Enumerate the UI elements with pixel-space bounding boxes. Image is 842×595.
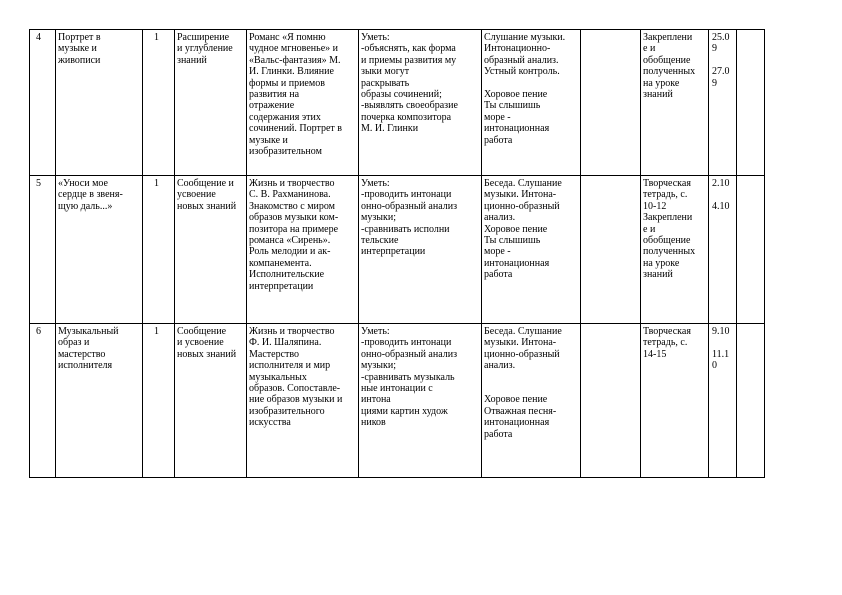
requirements: Уметь: -проводить интонаци онно-образный анализ музыки; -сравнивать музыкаль ные интонации с интона циями картин худож ников — [359, 324, 482, 478]
lesson-number: 5 — [30, 176, 56, 324]
lesson-type: Расширение и углубление знаний — [175, 30, 247, 176]
lesson-type: Сообщение и усвоение новых знаний — [175, 176, 247, 324]
hours-count: 1 — [143, 176, 175, 324]
blank-cell — [737, 176, 765, 324]
lesson-topic: «Уноси мое сердце в звеня- щую даль...» — [56, 176, 143, 324]
lesson-content: Жизнь и творчество С. В. Рахманинова. Знакомство с миром образов музыки ком- позитора на примере романса «Сирень». Роль мелодии и ак- компанемента. Исполнительские интерпретации — [247, 176, 359, 324]
extra-cell — [581, 30, 641, 176]
lesson-plan-table — [29, 29, 765, 478]
activities: Беседа. Слушание музыки. Интона- ционно-образный анализ. Хоровое пение Отважная песня- интонационная работа — [482, 324, 581, 478]
homework: Творческая тетрадь, с. 14-15 — [641, 324, 709, 478]
blank-cell — [737, 30, 765, 176]
requirements: Уметь: -объяснять, как форма и приемы развития му зыки могут раскрывать образы сочинений; -выявлять своеобразие почерка композитора М. И. Глинки — [359, 30, 482, 176]
hours-count: 1 — [143, 324, 175, 478]
lesson-content: Романс «Я помню чудное мгновенье» и «Вальс-фантазия» М. И. Глинки. Влияние формы и приемов развития на отражение содержания этих сочинений. Портрет в музыке и изобразительном — [247, 30, 359, 176]
extra-cell — [581, 324, 641, 478]
table-row — [30, 30, 765, 176]
requirements: Уметь: -проводить интонаци онно-образный анализ музыки; -сравнивать исполни тельские интерпретации — [359, 176, 482, 324]
table-row — [30, 176, 765, 324]
hours-count: 1 — [143, 30, 175, 176]
lesson-dates: 25.0 9 27.0 9 — [709, 30, 737, 176]
lesson-dates: 2.10 4.10 — [709, 176, 737, 324]
homework: Творческая тетрадь, с. 10-12 Закреплени е и обобщение полученных на уроке знаний — [641, 176, 709, 324]
lesson-dates: 9.10 11.1 0 — [709, 324, 737, 478]
lesson-type: Сообщение и усвоение новых знаний — [175, 324, 247, 478]
lesson-number: 6 — [30, 324, 56, 478]
homework: Закреплени е и обобщение полученных на уроке знаний — [641, 30, 709, 176]
lesson-topic: Портрет в музыке и живописи — [56, 30, 143, 176]
activities: Беседа. Слушание музыки. Интона- ционно-образный анализ. Хоровое пение Ты слышишь море - интонационная работа — [482, 176, 581, 324]
lesson-content: Жизнь и творчество Ф. И. Шаляпина. Мастерство исполнителя и мир музыкальных образов. Сопоставле- ние образов музыки и изобразительного искусства — [247, 324, 359, 478]
extra-cell — [581, 176, 641, 324]
table-row — [30, 324, 765, 478]
blank-cell — [737, 324, 765, 478]
lesson-number: 4 — [30, 30, 56, 176]
activities: Слушание музыки. Интонационно- образный анализ. Устный контроль. Хоровое пение Ты слышишь море - интонационная работа — [482, 30, 581, 176]
lesson-topic: Музыкальный образ и мастерство исполнителя — [56, 324, 143, 478]
